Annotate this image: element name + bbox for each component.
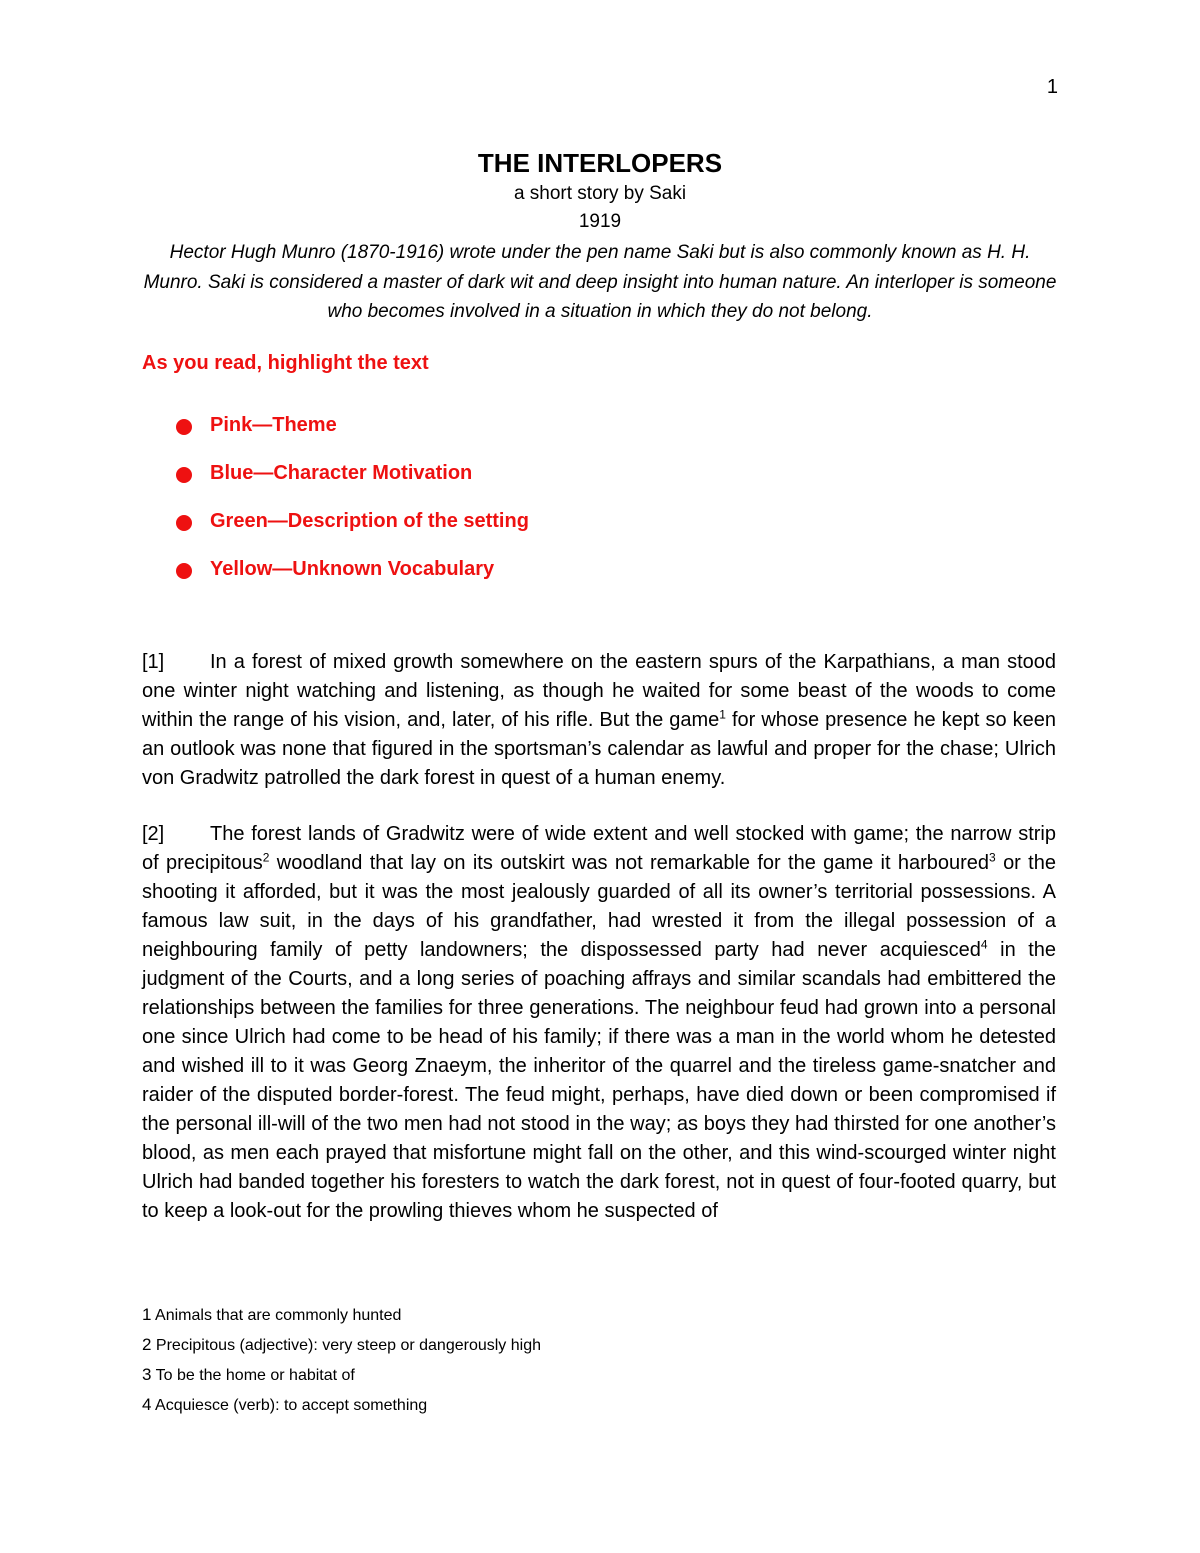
footnote-ref[interactable]: 4 bbox=[980, 937, 988, 952]
page-number: 1 bbox=[1046, 76, 1058, 98]
legend-item-pink bbox=[176, 408, 529, 456]
bullet-icon bbox=[176, 467, 192, 483]
story-body bbox=[142, 648, 1056, 1253]
footnote-number: 3 bbox=[142, 1365, 152, 1384]
footnote-number: 2 bbox=[142, 1335, 152, 1354]
footnote-ref[interactable]: 1 bbox=[719, 707, 726, 722]
paragraph-text: woodland that lay on its outskirt was not remarkable for the game it harboured bbox=[269, 852, 990, 874]
author-intro: Hector Hugh Munro (1870-1916) wrote under the pen name Saki but is also commonly known as H. H. Munro. Saki is considered a master of dark wit and deep insight into human nature. An interloper is someone who becomes involved in a situation in which they do not belong. bbox=[143, 242, 1057, 322]
footnote-text: Precipitous (adjective): very steep or dangerously high bbox=[151, 1337, 541, 1354]
paragraph-text: The forest lands of Gradwitz were of wide extent and well stocked with game; the narrow strip of precipitous bbox=[142, 823, 1056, 874]
bullet-icon bbox=[176, 563, 192, 579]
paragraph-2 bbox=[142, 820, 1056, 1226]
paragraph-text: for whose presence he kept so keen an outlook was none that figured in the sportsman’s calendar as lawful and proper for the chase; Ulrich von Gradwitz patrolled the dark forest in quest of a human enemy. bbox=[142, 709, 1056, 789]
footnote-item bbox=[142, 1390, 541, 1420]
story-year: 1919 bbox=[578, 211, 622, 232]
paragraph-text: in the judgment of the Courts, and a long series of poaching affrays and similar scandals had embittered the relationships between the families for three generations. The neighbour feud had grown into a personal one since Ulrich had come to be head of his family; if there was a man in the world whom he detested and wished ill to it was Georg Znaeym, the inheritor of the quarrel and the tireless game-snatcher and raider of the disputed border-forest. The feud might, perhaps, have died down or been compromised if the personal ill-will of the two men had not stood in the way; as boys they had thirsted for one another’s blood, as men each prayed that misfortune might fall on the other, and this wind-scourged winter night Ulrich had banded together his foresters to watch the dark forest, not in quest of four-footed quarry, but to keep a look-out for the prowling thieves whom he suspected of bbox=[142, 939, 1057, 1222]
paragraph-text: In a forest of mixed growth somewhere on the eastern spurs of the Karpathians, a man stood one winter night watching and listening, as though he waited for some beast of the woods to come within the range of his vision, and, later, of his rifle. But the game bbox=[142, 651, 1056, 731]
highlight-instructions-heading: As you read, highlight the text bbox=[142, 352, 429, 374]
legend-item-yellow bbox=[176, 552, 529, 600]
footnote-ref[interactable]: 3 bbox=[989, 850, 996, 865]
footnote-ref[interactable]: 2 bbox=[262, 850, 270, 865]
paragraph-number: [2] bbox=[142, 823, 165, 845]
footnote-number: 4 bbox=[142, 1395, 152, 1414]
legend-label: Yellow—Unknown Vocabulary bbox=[210, 558, 495, 580]
paragraph-1 bbox=[142, 648, 1056, 793]
paragraph-text: or the shooting it afforded, but it was the most jealously guarded of all its owner’s territorial possessions. A famous law suit, in the days of his grandfather, had wrested it from the illegal possession of a neighbouring family of petty landowners; the dispossessed party had never acquiesced bbox=[142, 852, 1056, 961]
footnote-item bbox=[142, 1300, 541, 1330]
footnote-item bbox=[142, 1330, 541, 1360]
legend-label: Blue—Character Motivation bbox=[210, 462, 473, 484]
footnote-text: Acquiesce (verb): to accept something bbox=[151, 1397, 428, 1414]
legend-item-green bbox=[176, 504, 529, 552]
story-title: THE INTERLOPERS bbox=[477, 148, 723, 178]
story-header bbox=[140, 146, 1060, 327]
footnote-item bbox=[142, 1360, 541, 1390]
footnote-text: To be the home or habitat of bbox=[151, 1367, 355, 1384]
footnote-number: 1 bbox=[142, 1305, 152, 1324]
legend-label: Pink—Theme bbox=[210, 414, 337, 436]
legend-item-blue bbox=[176, 456, 529, 504]
footnotes bbox=[142, 1300, 541, 1420]
paragraph-number: [1] bbox=[142, 651, 165, 673]
bullet-icon bbox=[176, 515, 192, 531]
bullet-icon bbox=[176, 419, 192, 435]
story-subtitle: a short story by Saki bbox=[513, 183, 687, 204]
footnote-text: Animals that are commonly hunted bbox=[151, 1307, 402, 1324]
legend-label: Green—Description of the setting bbox=[210, 510, 529, 532]
highlight-legend bbox=[176, 408, 529, 600]
